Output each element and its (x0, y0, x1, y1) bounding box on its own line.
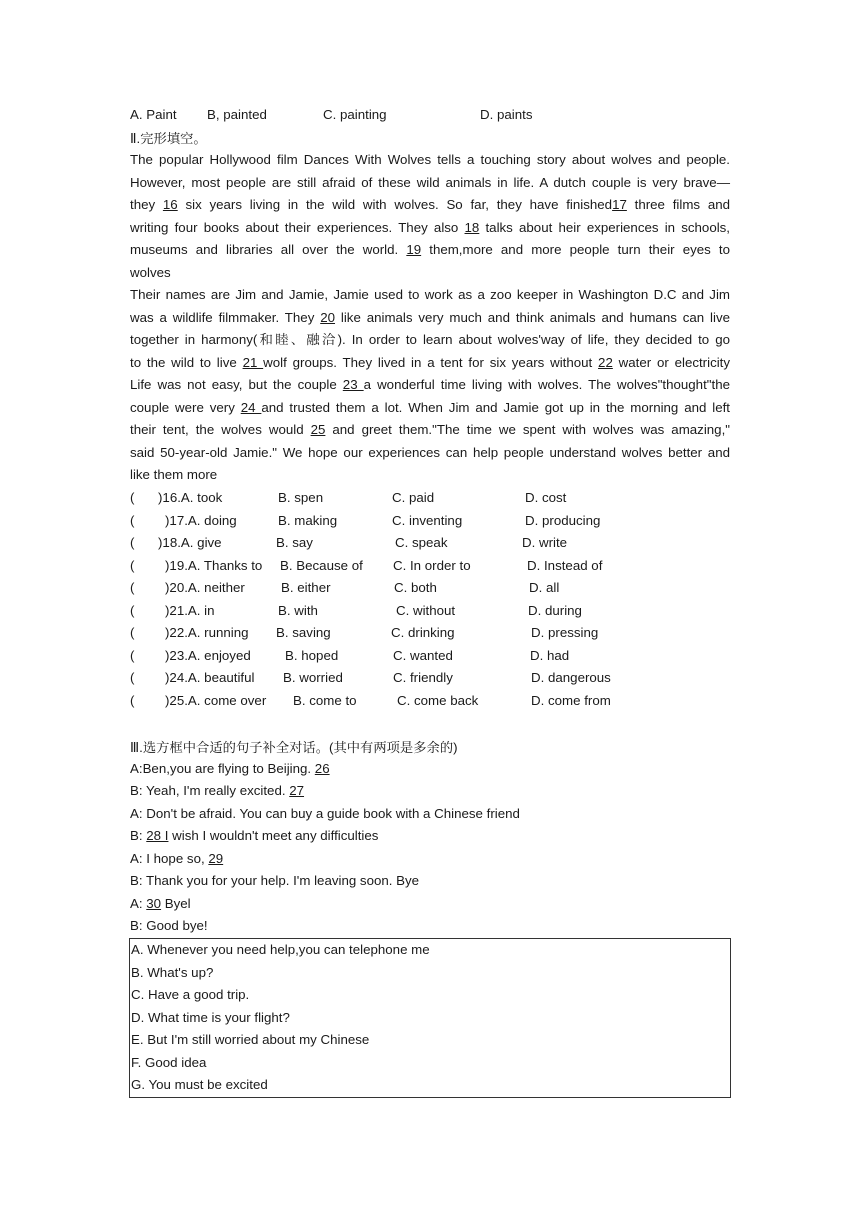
question-row: ( )16.A. took B. spen C. paid D. cost (130, 490, 567, 505)
question-row: ( )25.A. come over B. come to C. come back D. come from (130, 693, 611, 708)
passage-line: they 16 six years living in the wild with wolves. So far, they have finished17 three films and (130, 197, 731, 212)
dialogue-line: A: Don't be afraid. You can buy a guide book with a Chinese friend (130, 806, 520, 821)
blank-30: 30 (146, 896, 162, 911)
passage-line: couple were very 24 and trusted them a lot. When Jim and Jamie got up in the morning and left (130, 399, 730, 415)
blank-29: 29 (208, 851, 224, 866)
blank-27: 27 (289, 783, 305, 798)
blank-22: 22 (598, 354, 613, 370)
passage-line: like them more (130, 467, 218, 482)
passage-paragraph-1 (130, 149, 730, 284)
question-row: ( )18.A. give B. say C. speak D. write (130, 535, 568, 550)
question-row: ( )24.A. beautiful B. worried C. friendly D. dangerous (130, 670, 611, 685)
blank-28: 28 I (146, 828, 169, 843)
question-row: ( )19.A. Thanks to B. Because of C. In order to D. Instead of (130, 558, 603, 573)
blank-17: 17 (612, 197, 627, 212)
dialogue-line: B: Thank you for your help. I'm leaving soon. Bye (130, 873, 420, 888)
dialogue-line: A:Ben,you are flying to Beijing. 26 (130, 761, 330, 776)
choice-item: B. What's up? (131, 964, 214, 980)
passage-line: their tent, the wolves would 25 and greet them."The time we spent with wolves was amazing," (130, 422, 730, 437)
option-c: C. painting (323, 107, 387, 122)
passage-line: Life was not easy, but the couple 23 a wonderful time living with wolves. The wolves"thought"the (130, 377, 730, 392)
passage-line: writing four books about their experiences. They also 18 talks about heir experiences in schools, (130, 219, 731, 235)
question-row: ( )20.A. neither B. either C. both D. all (130, 580, 560, 595)
passage-line: to the wild to live 21 wolf groups. They lived in a tent for six years without 22 water or electricity (130, 354, 731, 370)
dialogue-line: B: Yeah, I'm really excited. 27 (130, 783, 305, 798)
dialogue-line: B: Good bye! (130, 918, 208, 933)
choice-item: C. Have a good trip. (131, 987, 250, 1002)
section2-title: Ⅱ.完形填空。 (130, 131, 207, 146)
question-row: ( )21.A. in B. with C. without D. during (130, 603, 582, 618)
choice-item: D. What time is your flight? (131, 1009, 290, 1025)
blank-21: 21 (242, 354, 264, 370)
question-row: ( )17.A. doing B. making C. inventing D. producing (130, 513, 601, 528)
passage-line: said 50-year-old Jamie." We hope our experiences can help people understand wolves better and (130, 444, 730, 460)
dialogue-line: A: 30 Byel (130, 896, 191, 911)
choice-box (129, 938, 731, 1098)
blank-16: 16 (162, 197, 178, 212)
blank-20: 20 (320, 309, 336, 325)
option-d: D. paints (480, 107, 533, 122)
passage-line: together in harmony(和睦、融洽). In order to learn about wolves'way of life, they decided to go (130, 332, 730, 347)
blank-23: 23 (342, 377, 364, 392)
passage-line: Their names are Jim and Jamie, Jamie used to work as a zoo keeper in Washington D.C and Jim (130, 287, 730, 302)
blank-26: 26 (314, 761, 330, 776)
question-row: ( )23.A. enjoyed B. hoped C. wanted D. had (130, 648, 570, 663)
choice-item: E. But I'm still worried about my Chinese (131, 1032, 370, 1047)
passage-line: museums and libraries all over the world. 19 them,more and more people turn their eyes to (130, 242, 730, 257)
passage-line: wolves (130, 264, 171, 280)
choice-item: G. You must be excited (131, 1077, 268, 1092)
dialogue-line: A: I hope so, 29 (130, 851, 224, 866)
dialogue-line: B: 28 I wish I wouldn't meet any difficulties (130, 828, 379, 843)
option-a: A. Paint (130, 107, 177, 122)
blank-24: 24 (240, 399, 262, 415)
blank-18: 18 (464, 219, 480, 235)
section3-title: Ⅲ.选方框中合适的句子补全对话。(其中有两项是多余的) (130, 740, 458, 755)
blank-25: 25 (310, 422, 326, 437)
passage-paragraph-2 (130, 284, 730, 487)
passage-line: However, most people are still afraid of these wild animals in life. A dutch couple is very brave— (130, 174, 730, 190)
question-row: ( )22.A. running B. saving C. drinking D. pressing (130, 625, 599, 640)
passage-line: was a wildlife filmmaker. They 20 like animals very much and think animals and humans can live (130, 309, 730, 325)
choice-item: F. Good idea (131, 1054, 207, 1070)
choice-item: A. Whenever you need help,you can telephone me (131, 942, 430, 957)
option-b: B, painted (207, 107, 267, 122)
blank-19: 19 (406, 242, 422, 257)
passage-line: The popular Hollywood film Dances With Wolves tells a touching story about wolves and people. (130, 152, 730, 167)
